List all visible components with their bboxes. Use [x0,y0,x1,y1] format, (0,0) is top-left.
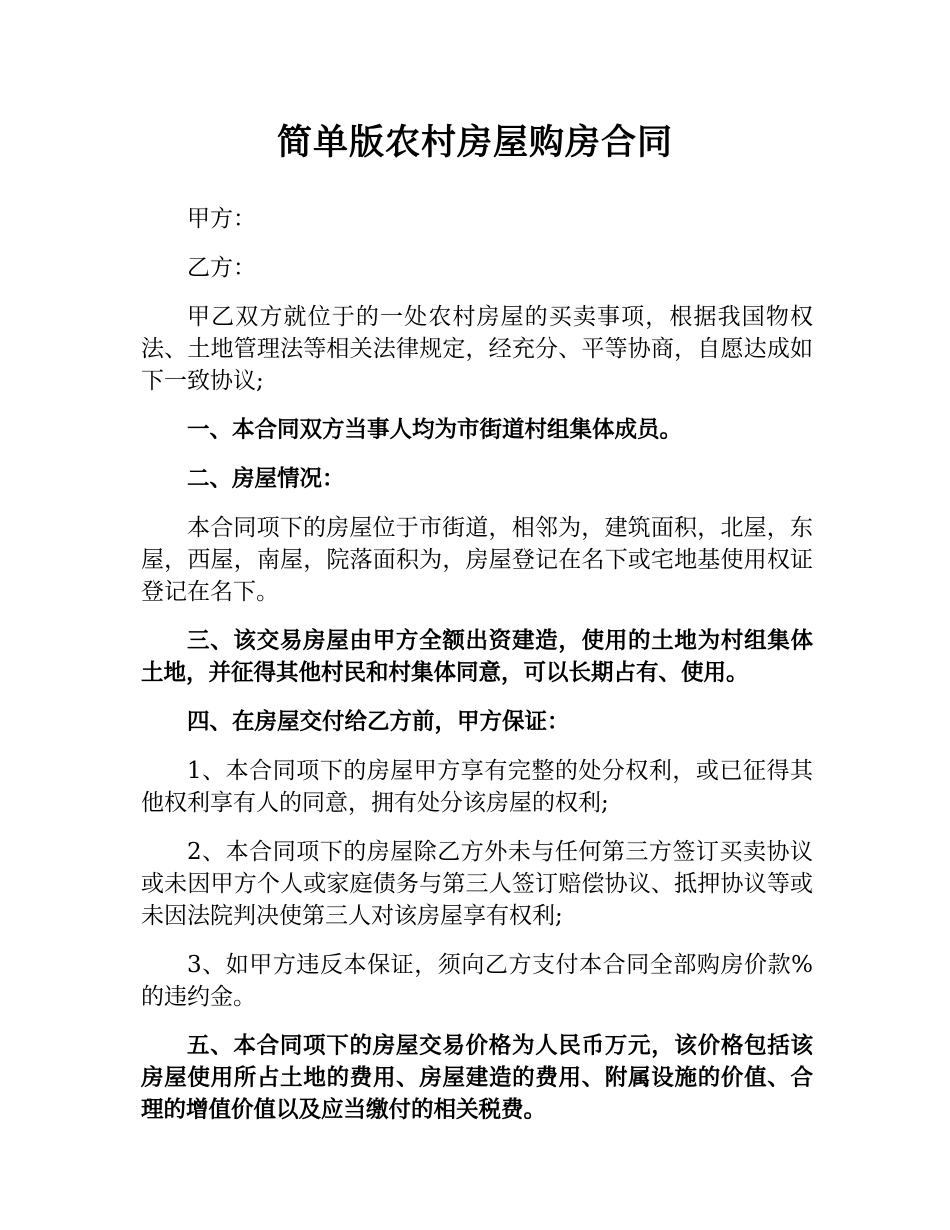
clause-2-body: 本合同项下的房屋位于市街道，相邻为，建筑面积，北屋，东屋，西屋，南屋，院落面积为，房屋登记在名下或宅地基使用权证登记在名下。 [141,515,813,605]
clause-3-heading: 三、该交易房屋由甲方全额出资建造，使用的土地为村组集体土地，并征得其他村民和村集体同意，可以长期占有、使用。 [141,628,813,686]
clause-1-heading: 一、本合同双方当事人均为市街道村组集体成员。 [187,417,683,443]
party-a-line: 甲方： [187,206,256,232]
preamble-paragraph: 甲乙双方就位于的一处农村房屋的买卖事项，根据我国物权法、土地管理法等相关法律规定，经充分、平等协商，自愿达成如下一致协议; [141,304,813,394]
clause-5-heading: 五、本合同项下的房屋交易价格为人民币万元，该价格包括该房屋使用所占土地的费用、房屋建造的费用、附属设施的价值、合理的增值价值以及应当缴付的相关税费。 [141,1033,813,1123]
clause-4-item-1: 1、本合同项下的房屋甲方享有完整的处分权利，或已征得其他权利享有人的同意，拥有处分该房屋的权利; [141,758,813,816]
document-body [141,203,813,1143]
party-b-line: 乙方： [187,255,256,281]
document-title: 简单版农村房屋购房合同 [276,123,673,163]
clause-4-heading: 四、在房屋交付给乙方前，甲方保证： [187,709,570,735]
clause-4-item-2: 2、本合同项下的房屋除乙方外未与任何第三方签订买卖协议或未因甲方个人或家庭债务与第三人签订赔偿协议、抵押协议等或未因法院判决使第三人对该房屋享有权利; [141,839,813,929]
clause-2-heading: 二、房屋情况： [187,466,345,492]
clause-4-item-3: 3、如甲方违反本保证，须向乙方支付本合同全部购房价款%的违约金。 [141,952,813,1010]
